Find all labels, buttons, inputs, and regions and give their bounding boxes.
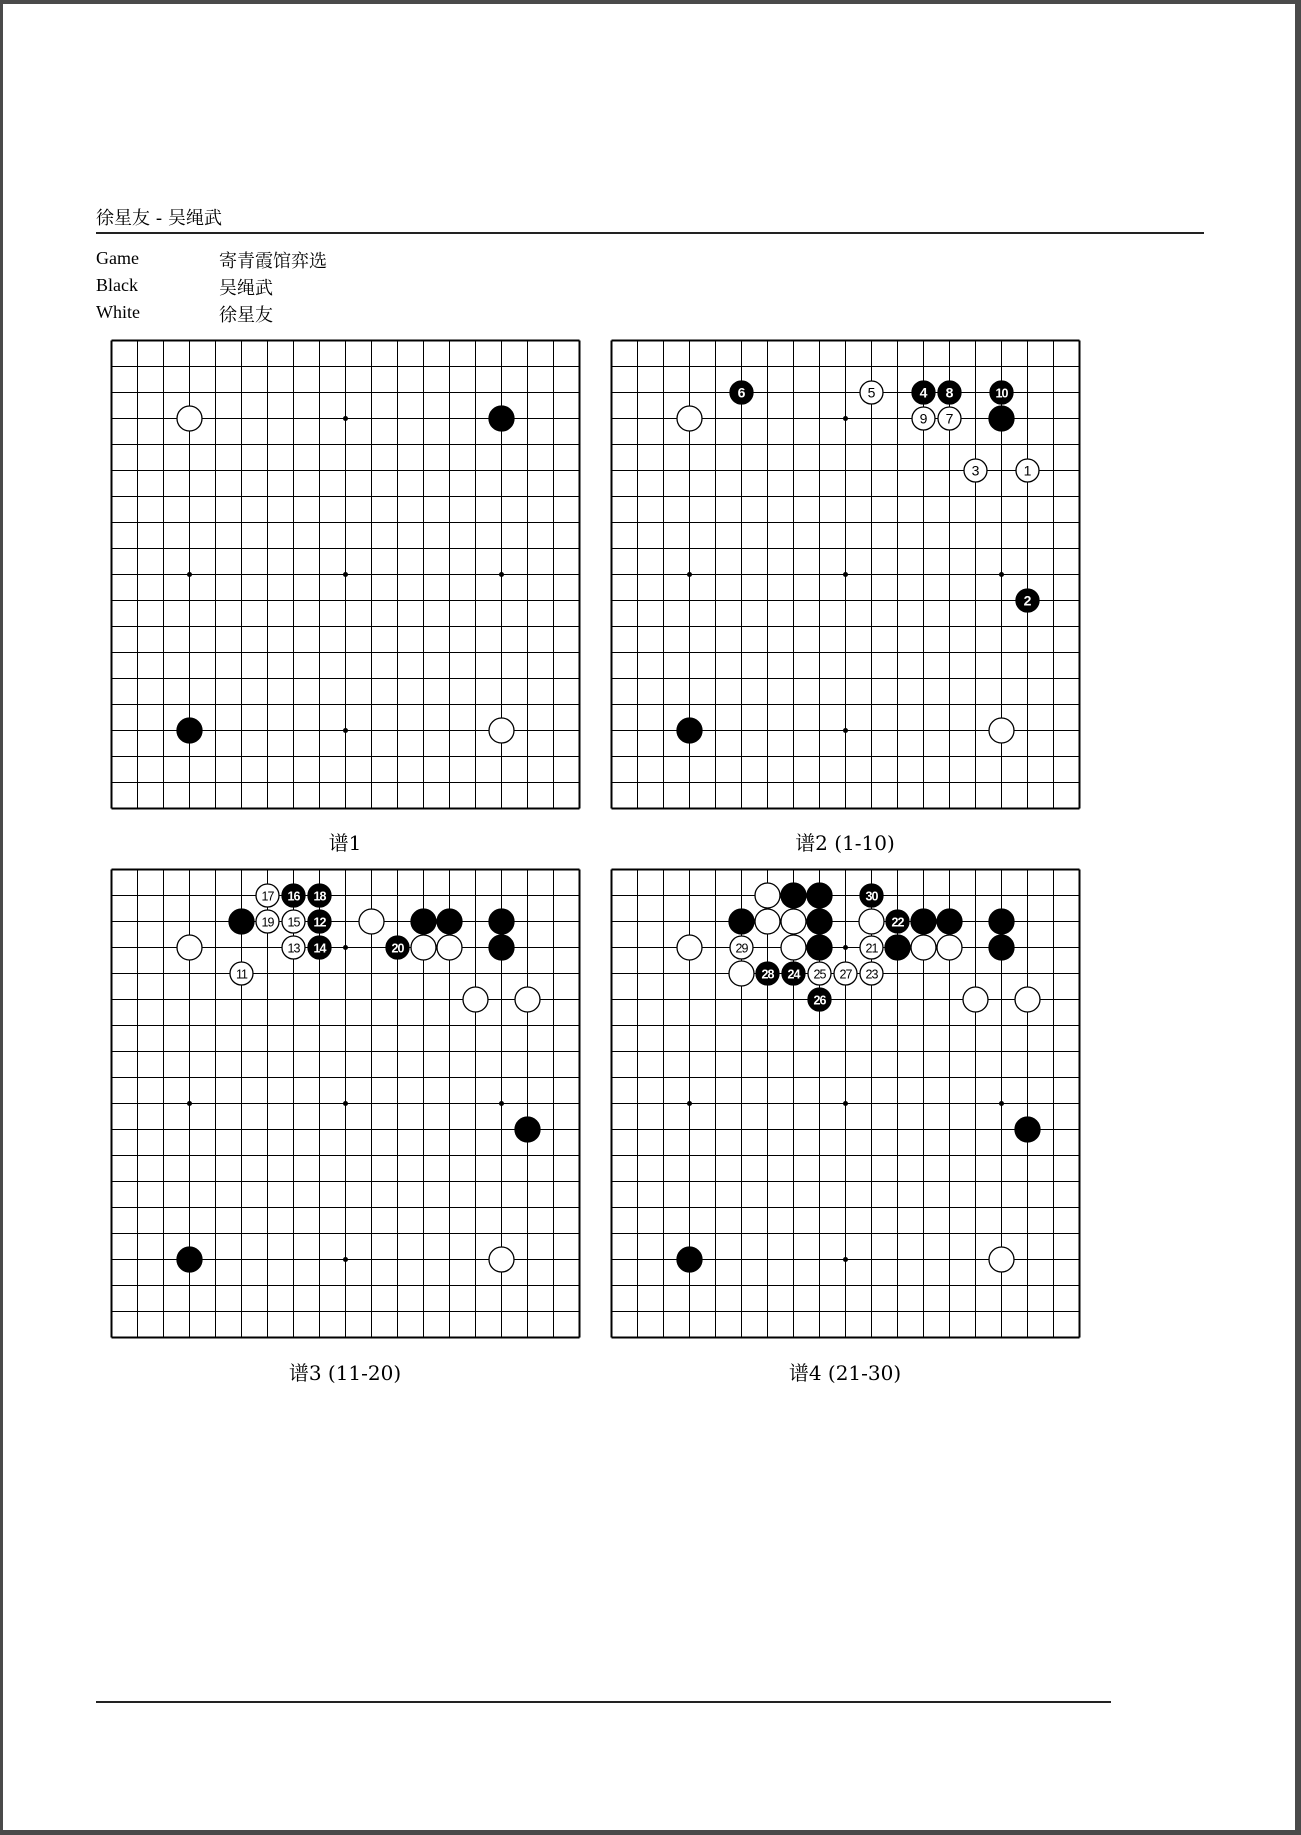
move-number: 24	[787, 967, 800, 982]
black-stone	[677, 718, 702, 743]
black-stone	[677, 1247, 702, 1272]
move-number: 18	[313, 889, 326, 904]
go-board-4	[611, 869, 1079, 1337]
star-point	[999, 1101, 1004, 1106]
white-stone	[729, 961, 754, 986]
black-stone	[437, 909, 462, 934]
move-number: 9	[919, 410, 928, 427]
black-stone	[807, 935, 832, 960]
black-stone	[807, 909, 832, 934]
footer-rule	[96, 1701, 1111, 1703]
move-number: 15	[287, 915, 300, 930]
move-number: 13	[287, 941, 300, 956]
white-stone	[781, 909, 806, 934]
move-number: 29	[735, 941, 748, 956]
black-stone	[177, 718, 202, 743]
black-stone	[229, 909, 254, 934]
star-point	[687, 1101, 692, 1106]
move-number: 5	[867, 384, 876, 401]
star-point	[499, 572, 504, 577]
white-stone	[963, 987, 988, 1012]
black-stone	[177, 1247, 202, 1272]
white-value: 徐星友	[219, 305, 273, 326]
white-stone	[177, 935, 202, 960]
star-point	[343, 572, 348, 577]
black-stone	[807, 883, 832, 908]
white-stone	[755, 909, 780, 934]
white-stone	[359, 909, 384, 934]
star-point	[343, 1257, 348, 1262]
black-stone	[989, 406, 1014, 431]
white-stone	[177, 406, 202, 431]
move-number: 17	[261, 889, 274, 904]
header-rule	[96, 232, 1204, 234]
white-stone	[677, 935, 702, 960]
move-number: 1	[1023, 462, 1032, 479]
move-number: 20	[391, 941, 404, 956]
star-point	[343, 728, 348, 733]
black-stone	[937, 909, 962, 934]
go-board-1	[111, 340, 579, 808]
white-stone	[989, 1247, 1014, 1272]
star-point	[843, 945, 848, 950]
star-point	[843, 728, 848, 733]
document-page	[3, 4, 1295, 1830]
white-stone	[463, 987, 488, 1012]
white-stone	[677, 406, 702, 431]
move-number: 21	[865, 941, 878, 956]
game-label: Game	[96, 248, 139, 268]
white-stone	[489, 718, 514, 743]
black-stone	[489, 909, 514, 934]
diagram-caption-1: 谱1	[328, 831, 362, 855]
star-point	[843, 1101, 848, 1106]
move-number: 6	[737, 384, 746, 401]
star-point	[687, 572, 692, 577]
black-stone	[489, 935, 514, 960]
white-stone	[411, 935, 436, 960]
star-point	[843, 1257, 848, 1262]
move-number: 8	[945, 384, 954, 401]
star-point	[843, 416, 848, 421]
move-number: 12	[313, 915, 326, 930]
star-point	[187, 1101, 192, 1106]
white-stone	[1015, 987, 1040, 1012]
move-number: 19	[261, 915, 274, 930]
black-stone	[489, 406, 514, 431]
star-point	[999, 572, 1004, 577]
black-stone	[989, 935, 1014, 960]
diagram-caption-4: 谱4 (21-30)	[788, 1361, 902, 1385]
star-point	[187, 572, 192, 577]
diagram-caption-2: 谱2 (1-10)	[795, 831, 895, 855]
move-number: 11	[236, 967, 247, 982]
black-stone	[729, 909, 754, 934]
move-number: 2	[1023, 592, 1032, 609]
move-number: 26	[813, 993, 826, 1008]
star-point	[843, 572, 848, 577]
white-stone	[859, 909, 884, 934]
go-board-2	[611, 340, 1079, 808]
go-board-3	[111, 869, 579, 1337]
white-stone	[989, 718, 1014, 743]
black-stone	[989, 909, 1014, 934]
white-stone	[937, 935, 962, 960]
move-number: 25	[813, 967, 826, 982]
move-number: 3	[971, 462, 980, 479]
move-number: 14	[313, 941, 326, 956]
black-stone	[911, 909, 936, 934]
black-stone	[885, 935, 910, 960]
star-point	[343, 945, 348, 950]
star-point	[343, 1101, 348, 1106]
white-stone	[489, 1247, 514, 1272]
move-number: 10	[995, 386, 1008, 401]
black-stone	[411, 909, 436, 934]
star-point	[343, 416, 348, 421]
move-number: 30	[865, 889, 878, 904]
black-stone	[515, 1117, 540, 1142]
black-value: 吴绳武	[219, 278, 273, 299]
black-stone	[1015, 1117, 1040, 1142]
white-stone	[515, 987, 540, 1012]
page-title: 徐星友 - 吴绳武	[96, 208, 222, 229]
black-label: Black	[96, 275, 138, 295]
move-number: 23	[865, 967, 878, 982]
white-stone	[911, 935, 936, 960]
game-value: 寄青霞馆弈选	[219, 251, 327, 272]
move-number: 16	[287, 889, 300, 904]
white-stone	[437, 935, 462, 960]
white-stone	[781, 935, 806, 960]
move-number: 4	[919, 384, 928, 401]
white-stone	[755, 883, 780, 908]
black-stone	[781, 883, 806, 908]
move-number: 28	[761, 967, 774, 982]
move-number: 22	[891, 915, 904, 930]
move-number: 7	[945, 410, 954, 427]
star-point	[499, 1101, 504, 1106]
move-number: 27	[839, 967, 852, 982]
diagram-caption-3: 谱3 (11-20)	[288, 1361, 402, 1385]
white-label: White	[96, 302, 140, 322]
